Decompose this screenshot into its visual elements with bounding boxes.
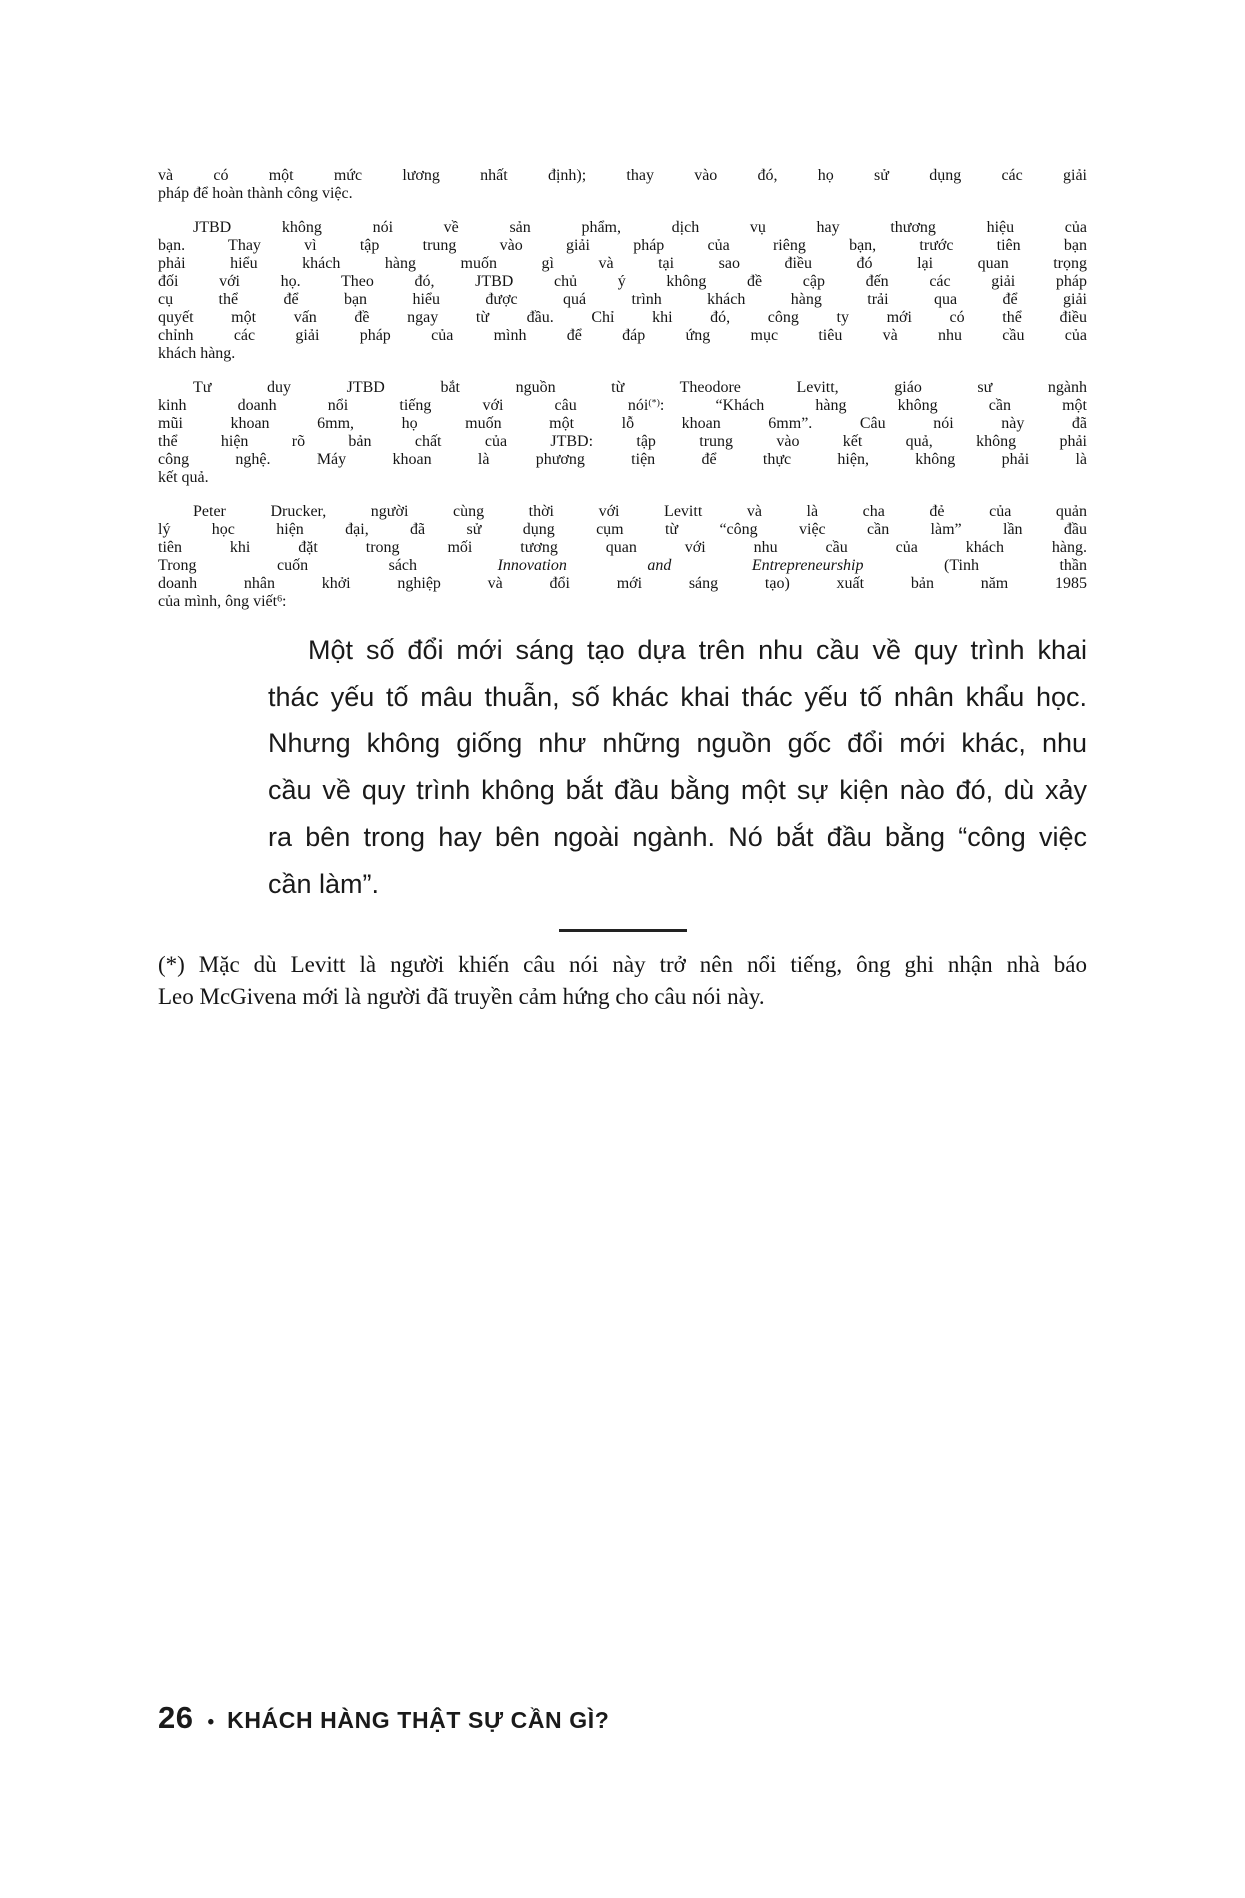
running-book-title: KHÁCH HÀNG THẬT SỰ CẦN GÌ? (227, 1707, 610, 1733)
text-line: lý học hiện đại, đã sử dụng cụm từ “công việc cần làm” lần đầu (158, 521, 1087, 538)
text-line: JTBD không nói về sản phẩm, dịch vụ hay thương hiệu của (193, 219, 1087, 236)
text-line: và có một mức lương nhất định); thay vào đó, họ sử dụng các giải (158, 167, 1087, 184)
quote-line: ra bên trong hay bên ngoài ngành. Nó bắt đầu bằng “công việc (268, 821, 1087, 852)
text-line (158, 593, 1087, 611)
text-line: pháp để hoàn thành công việc. (158, 185, 353, 202)
footnote-divider (559, 929, 687, 932)
text-line: Peter Drucker, người cùng thời với Levitt và là cha đẻ của quản (193, 503, 1087, 520)
bullet-separator-icon: • (207, 1712, 215, 1733)
page-number: 26 (158, 1700, 194, 1735)
text-line: kết quả. (158, 469, 209, 486)
text-line (158, 557, 1087, 575)
text-line: chỉnh các giải pháp của mình để đáp ứng mục tiêu và nhu cầu của (158, 327, 1087, 344)
text-line: Tư duy JTBD bắt nguồn từ Theodore Levitt, giáo sư ngành (193, 379, 1087, 396)
text-line: bạn. Thay vì tập trung vào giải pháp của riêng bạn, trước tiên bạn (158, 237, 1087, 254)
text-segment: kinh doanh nổi tiếng với câu nói (158, 397, 649, 414)
text-segment: : (282, 593, 287, 610)
page-footer (158, 1700, 609, 1736)
text-line: công nghệ. Máy khoan là phương tiện để thực hiện, không phải là (158, 451, 1087, 468)
text-line: thể hiện rõ bản chất của JTBD: tập trung vào kết quả, không phải (158, 433, 1087, 450)
text-line: phải hiểu khách hàng muốn gì và tại sao điều đó lại quan trọng (158, 255, 1087, 272)
text-line (158, 397, 1087, 415)
text-segment: Trong cuốn sách (158, 557, 498, 574)
quote-line: thác yếu tố mâu thuẫn, số khác khai thác yếu tố nhân khẩu học. (268, 681, 1087, 712)
footnote-line: Leo McGivena mới là người đã truyền cảm hứng cho câu nói này. (158, 984, 765, 1010)
footnote-line: (*) Mặc dù Levitt là người khiến câu nói này trở nên nổi tiếng, ông ghi nhận nhà báo (158, 952, 1087, 978)
text-line: cụ thể để bạn hiểu được quá trình khách hàng trải qua để giải (158, 291, 1087, 308)
text-line: đối với họ. Theo đó, JTBD chủ ý không đề cập đến các giải pháp (158, 273, 1087, 290)
text-segment: : “Khách hàng không cần một (659, 397, 1088, 414)
quote-line: cầu về quy trình không bắt đầu bằng một sự kiện nào đó, dù xảy (268, 775, 1087, 806)
footnote (158, 949, 1087, 1013)
text-line: quyết một vấn đề ngay từ đầu. Chỉ khi đó, công ty mới có thể điều (158, 309, 1087, 326)
text-segment: (Tinh thần (863, 557, 1088, 574)
text-segment: của mình, ông viết (158, 593, 278, 610)
text-line: khách hàng. (158, 345, 236, 362)
drucker-blockquote (268, 627, 1087, 907)
book-title-italic: Innovation and Entrepreneurship (497, 557, 864, 574)
text-line: doanh nhân khởi nghiệp và đổi mới sáng tạo) xuất bản năm 1985 (158, 575, 1087, 592)
quote-line: cần làm”. (268, 868, 380, 899)
endnote-marker-6: 6 (277, 593, 283, 605)
quote-line: Một số đổi mới sáng tạo dựa trên nhu cầu về quy trình khai (308, 635, 1087, 665)
quote-line: Nhưng không giống như những nguồn gốc đổi mới khác, nhu (268, 728, 1087, 759)
page-content (158, 167, 1087, 1013)
footnote-marker-asterisk: (*) (648, 397, 660, 409)
text-line: tiên khi đặt trong mối tương quan với nhu cầu của khách hàng. (158, 539, 1087, 556)
text-line: mũi khoan 6mm, họ muốn một lỗ khoan 6mm”. Câu nói này đã (158, 415, 1087, 432)
